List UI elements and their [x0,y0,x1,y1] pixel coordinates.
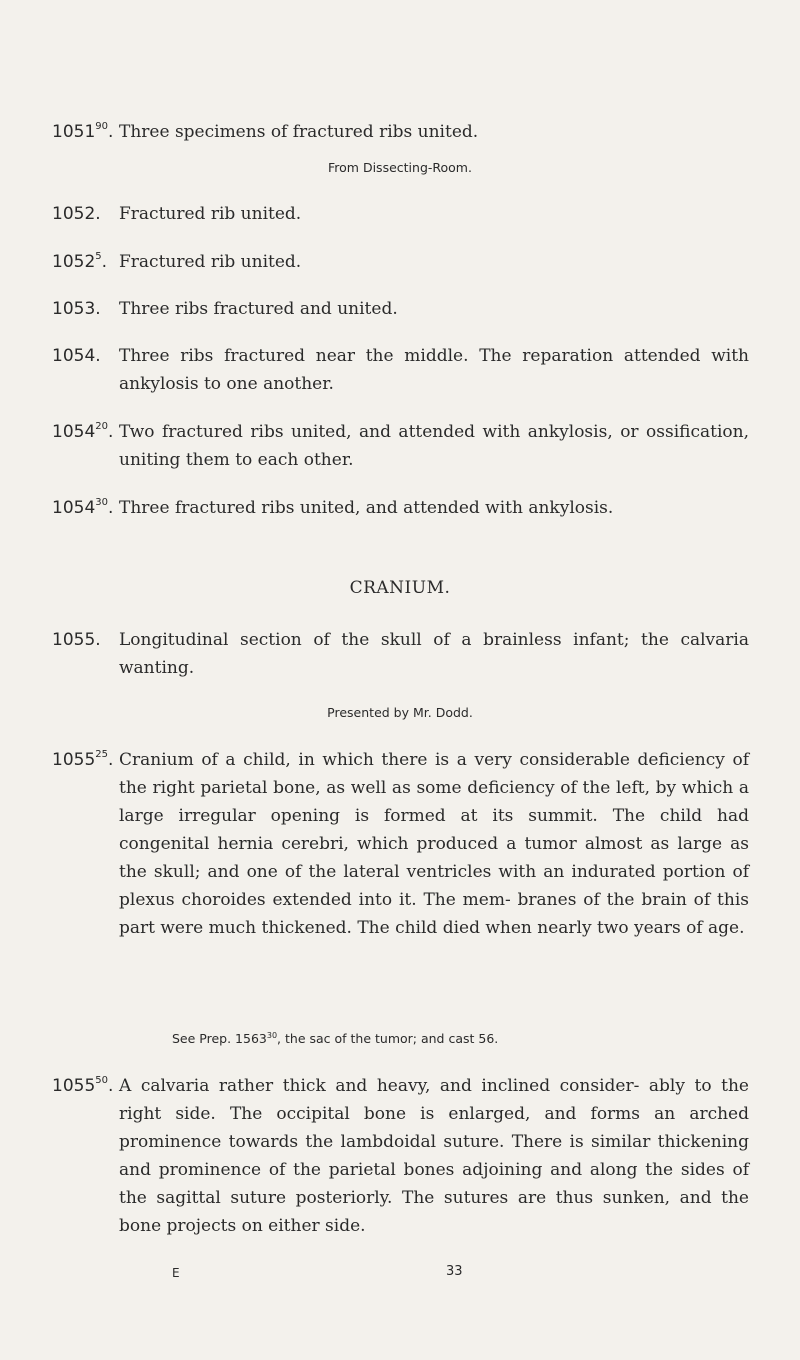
entry-number: 1055$^{25}$. [52,749,114,770]
cross-reference-note: See Prep. 1563$^{30}$, the sac of the tumor; and cast 56. [172,1031,499,1047]
entry-text: Three fractured ribs united, and attended with ankylosis. [119,498,614,518]
catalogue-entry [52,118,752,146]
catalogue-entry [52,418,752,474]
page-number: 33 [446,1264,463,1279]
entry-text: Two fractured ribs united, and attended with ankylosis, or ossification, uniting them to each other. [119,422,749,470]
entry-number: 1055$^{50}$. [52,1075,114,1096]
entry-number: 1055. [52,630,101,650]
entry-number: 1054$^{20}$. [52,421,114,442]
catalogue-entry [52,342,752,398]
entry-number: 1054. [52,346,101,366]
entry-text: Three ribs fractured near the middle. The reparation attended with ankylosis to one another. [119,346,749,394]
entry-text: Cranium of a child, in which there is a very considerable deficiency of the right parietal bone, as well as some deficiency of the left, by which a large irregular opening is formed at its summit. The child had congenital hernia cerebri, which produced a tumor almost as large as the skull; and one of the lateral ventricles with an indurated portion of plexus choroides extended into it. The mem- branes of the brain of this part were much thickened. The child died when nearly two years of age. [119,750,749,938]
entry-text: Three ribs fractured and united. [119,299,398,319]
entry-text: Fractured rib united. [119,252,302,272]
source-note: From Dissecting-Room. [328,160,472,175]
catalogue-entry [52,200,752,228]
entry-number: 1053. [52,299,101,319]
presented-note: Presented by Mr. Dodd. [327,705,473,720]
catalogue-entry [52,295,752,323]
entry-text: Longitudinal section of the skull of a brainless infant; the calvaria wanting. [119,630,749,678]
entry-number: 1051$^{90}$. [52,121,114,142]
entry-text: Fractured rib united. [119,204,302,224]
entry-number: 1054$^{30}$. [52,497,114,518]
catalogue-entry [52,248,752,276]
entry-text: Three specimens of fractured ribs united. [119,122,479,142]
catalogue-entry [52,1072,752,1240]
entry-number: 1052. [52,204,101,224]
catalogue-entry [52,746,752,942]
catalogue-entry [52,494,752,522]
section-heading: CRANIUM. [349,578,451,598]
entry-number: 1052$^5$. [52,251,108,272]
entry-text: A calvaria rather thick and heavy, and inclined consider- ably to the right side. The occipital bone is enlarged, and forms an arched prominence towards the lambdoidal suture. There is similar thickening and prominence of the parietal bones adjoining and along the sides of the sagittal suture posteriorly. The sutures are thus sunken, and the bone projects on either side. [119,1076,749,1236]
catalogue-entry [52,626,752,682]
signature-mark: E [172,1266,180,1280]
